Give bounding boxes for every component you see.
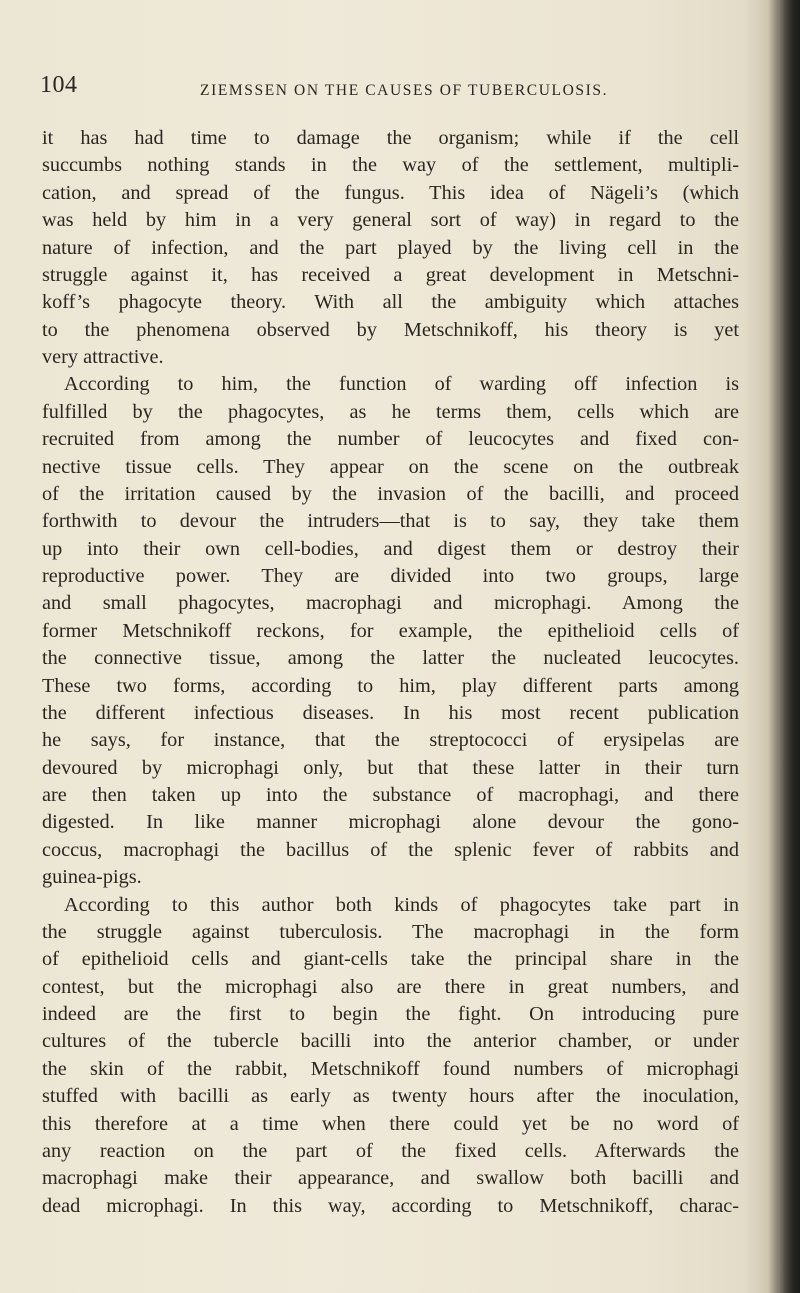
- text-line: was held by him in a very general sort of way) in regard to the: [42, 209, 739, 232]
- text-line: guinea-pigs.: [42, 866, 142, 889]
- text-line: recruited from among the number of leucocytes and fixed con-: [42, 428, 739, 451]
- text-line: cultures of the tubercle bacilli into the anterior chamber, or under: [42, 1030, 739, 1053]
- text-line: are then taken up into the substance of macrophagi, and there: [42, 784, 739, 806]
- text-line: indeed are the first to begin the fight. On introducing pure: [42, 1003, 739, 1025]
- text-line: struggle against it, has received a great development in Metschni-: [42, 263, 739, 286]
- text-line: to the phenomena observed by Metschnikoff, his theory is yet: [42, 318, 739, 341]
- text-line: the different infectious diseases. In his most recent publication: [42, 701, 739, 724]
- text-line: fulfilled by the phagocytes, as he terms them, cells which are: [42, 400, 739, 423]
- text-line: According to this author both kinds of phagocytes take part in: [64, 893, 739, 916]
- text-line: and small phagocytes, macrophagi and microphagi. Among the: [42, 592, 739, 615]
- text-line: nature of infection, and the part played by the living cell in the: [42, 236, 739, 259]
- text-line: devoured by microphagi only, but that these latter in their turn: [42, 756, 739, 779]
- page-header: [40, 72, 740, 108]
- text-line: digested. In like manner microphagi alone devour the gono-: [42, 811, 739, 834]
- text-line: former Metschnikoff reckons, for example, the epithelioid cells of: [42, 619, 739, 642]
- text-line: the struggle against tuberculosis. The macrophagi in the form: [42, 920, 739, 943]
- text-line: cation, and spread of the fungus. This idea of Nägeli’s (which: [42, 181, 739, 204]
- text-line: this therefore at a time when there could yet be no word of: [42, 1112, 739, 1135]
- running-head: ZIEMSSEN ON THE CAUSES OF TUBERCULOSIS.: [200, 82, 609, 99]
- page-number: 104: [40, 72, 78, 98]
- text-line: stuffed with bacilli as early as twenty hours after the inoculation,: [42, 1085, 739, 1108]
- text-line: macrophagi make their appearance, and swallow both bacilli and: [42, 1167, 739, 1190]
- text-line: dead microphagi. In this way, according to Metschnikoff, charac-: [42, 1194, 739, 1217]
- text-line: he says, for instance, that the streptococci of erysipelas are: [42, 729, 739, 752]
- text-line: koff’s phagocyte theory. With all the ambiguity which attaches: [42, 291, 739, 314]
- text-line: any reaction on the part of the fixed cells. Afterwards the: [42, 1139, 739, 1162]
- body-text: [42, 125, 739, 1220]
- text-line: very attractive.: [42, 346, 164, 368]
- text-line: According to him, the function of warding off infection is: [64, 373, 739, 396]
- text-line: These two forms, according to him, play different parts among: [42, 674, 739, 697]
- text-line: up into their own cell-bodies, and digest them or destroy their: [42, 537, 739, 560]
- text-line: contest, but the microphagi also are there in great numbers, and: [42, 975, 739, 998]
- text-line: the skin of the rabbit, Metschnikoff found numbers of microphagi: [42, 1057, 739, 1080]
- text-line: of the irritation caused by the invasion of the bacilli, and proceed: [42, 482, 739, 505]
- text-line: forthwith to devour the intruders—that is to say, they take them: [42, 510, 739, 533]
- text-line: nective tissue cells. They appear on the scene on the outbreak: [42, 455, 739, 478]
- text-line: reproductive power. They are divided into two groups, large: [42, 565, 739, 587]
- text-line: it has had time to damage the organism; while if the cell: [42, 127, 739, 149]
- text-line: succumbs nothing stands in the way of the settlement, multipli-: [42, 154, 739, 177]
- text-line: the connective tissue, among the latter the nucleated leucocytes.: [42, 647, 739, 670]
- text-line: of epithelioid cells and giant-cells take the principal share in the: [42, 948, 739, 971]
- book-spine-shadow: [778, 0, 800, 1293]
- text-line: coccus, macrophagi the bacillus of the splenic fever of rabbits and: [42, 838, 739, 861]
